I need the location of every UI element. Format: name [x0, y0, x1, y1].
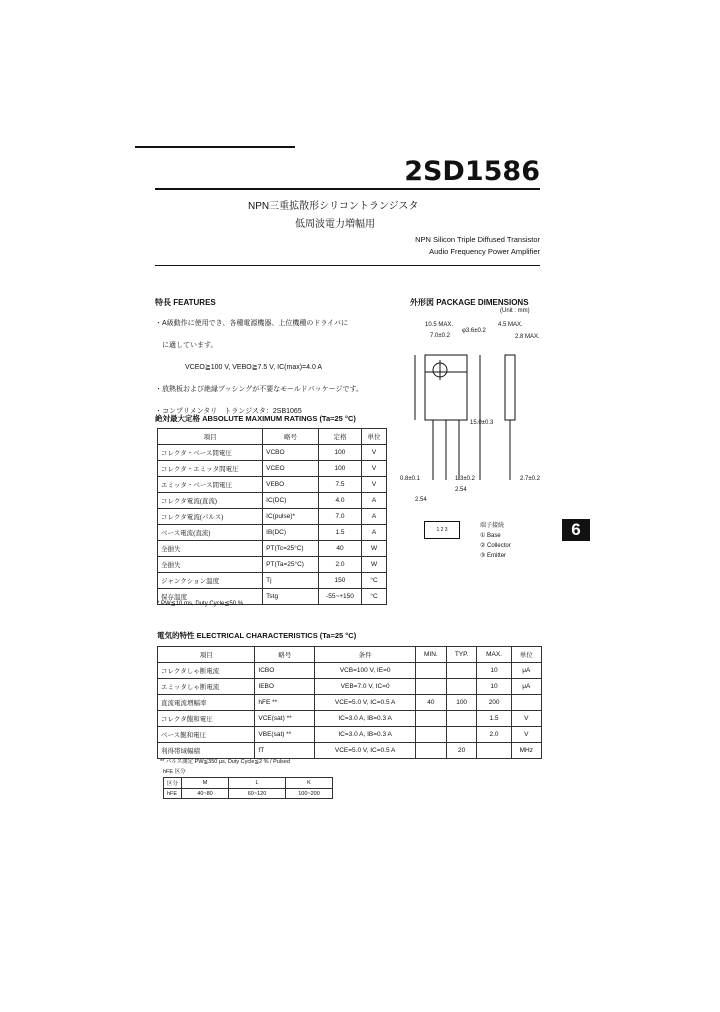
table-row	[158, 477, 387, 493]
table-row	[158, 727, 542, 743]
table-cell: IC=3.0 A, IB=0.3 A	[315, 727, 416, 743]
table-cell: ジャンクション温度	[158, 573, 263, 589]
elec-table	[157, 646, 542, 759]
table-cell: V	[511, 727, 541, 743]
table-cell: V	[511, 711, 541, 727]
table-cell: W	[362, 557, 387, 573]
title-rule	[155, 188, 540, 190]
col-header: 単位	[362, 429, 387, 445]
dim-label: 2.54	[455, 487, 467, 493]
table-cell: VEBO	[263, 477, 319, 493]
table-row	[158, 461, 387, 477]
table-cell: V	[362, 445, 387, 461]
elec-title: 電気的特性 ELECTRICAL CHARACTERISTICS (Ta=25 °C)	[157, 631, 357, 640]
col-header: MIN.	[415, 647, 446, 663]
table-cell	[446, 663, 477, 679]
table-row	[158, 509, 387, 525]
dim-label: 2.54	[415, 497, 427, 503]
table-cell: 200	[477, 695, 511, 711]
table-cell: エミッタ・ベース間電圧	[158, 477, 263, 493]
table-cell: IC(pulse)*	[263, 509, 319, 525]
table-cell: 保存温度	[158, 589, 263, 605]
feature-line: に適しています。	[155, 342, 218, 349]
table-cell: 10	[477, 663, 511, 679]
dim-label: 2.7±0.2	[520, 476, 540, 482]
abs-max-note: * PW≦10 ms, Duty Cycle≦50 %	[157, 601, 244, 607]
col-header: TYP.	[446, 647, 477, 663]
feature-line: ・A級動作に使用でき、各種電源機器、上位機種のドライバに	[155, 320, 349, 327]
table-cell: °C	[362, 573, 387, 589]
package-unit: (Unit : mm)	[500, 308, 530, 314]
table-cell: VCE=5.0 V, IC=0.5 A	[315, 695, 416, 711]
table-row	[158, 573, 387, 589]
table-cell: μA	[511, 679, 541, 695]
jp-subtitle: 低周波電力増幅用	[295, 219, 375, 230]
package-title: 外形図 PACKAGE DIMENSIONS	[410, 298, 529, 307]
dim-label: 4.5 MAX.	[498, 322, 523, 328]
table-row	[158, 525, 387, 541]
table-cell: 100	[318, 461, 361, 477]
rank-cell: 60~120	[229, 789, 286, 799]
top-rule	[135, 146, 295, 148]
table-cell: °C	[362, 589, 387, 605]
feature-line: VCEO≧100 V, VEBO≧7.5 V, IC(max)=4.0 A	[185, 364, 323, 371]
table-cell: Tstg	[263, 589, 319, 605]
table-cell: IB(DC)	[263, 525, 319, 541]
table-cell	[415, 711, 446, 727]
marking-box: 1 2 3	[424, 521, 460, 539]
table-cell: W	[362, 541, 387, 557]
table-cell	[415, 679, 446, 695]
table-cell	[415, 743, 446, 759]
table-cell: IC=3.0 A, IB=0.3 A	[315, 711, 416, 727]
table-cell: 2.0	[318, 557, 361, 573]
table-cell: コレクタ電流(パルス)	[158, 509, 263, 525]
jp-title: NPN三重拡散形シリコントランジスタ	[248, 201, 419, 212]
dim-label: 2.8 MAX.	[515, 334, 540, 340]
pin-item: ③ Emitter	[480, 553, 507, 559]
table-cell	[477, 743, 511, 759]
features-title: 特長 FEATURES	[155, 298, 216, 307]
table-cell: エミッタしゃ断電流	[158, 679, 255, 695]
table-row	[158, 493, 387, 509]
col-header: MAX.	[477, 647, 511, 663]
table-cell: コレクタ・エミッタ間電圧	[158, 461, 263, 477]
table-cell: 150	[318, 573, 361, 589]
rank-title: hFE 区分	[163, 769, 186, 775]
col-header: 単位	[511, 647, 541, 663]
table-cell: 7.5	[318, 477, 361, 493]
table-cell: IEBO	[255, 679, 315, 695]
table-row	[158, 711, 542, 727]
rank-header: M	[182, 778, 229, 789]
table-cell: コレクタ・ベース間電圧	[158, 445, 263, 461]
pin-list	[480, 521, 511, 561]
table-cell: コレクタ電流(直流)	[158, 493, 263, 509]
table-cell: VEB=7.0 V, IC=0	[315, 679, 416, 695]
table-cell	[415, 663, 446, 679]
rank-cell: 100~200	[286, 789, 333, 799]
table-cell: 4.0	[318, 493, 361, 509]
col-header: 定格	[318, 429, 361, 445]
table-row	[158, 445, 387, 461]
table-cell: 10	[477, 679, 511, 695]
table-cell: A	[362, 493, 387, 509]
table-row	[158, 541, 387, 557]
col-header: 条件	[315, 647, 416, 663]
table-cell: fT	[255, 743, 315, 759]
table-cell: 7.0	[318, 509, 361, 525]
dim-label: 7.0±0.2	[430, 333, 450, 339]
en-subtitle: Audio Frequency Power Amplifier	[429, 247, 540, 256]
table-cell: コレクタ飽和電圧	[158, 711, 255, 727]
dim-label: 10.5 MAX.	[425, 322, 454, 328]
table-cell: A	[362, 525, 387, 541]
col-header: 項目	[158, 647, 255, 663]
table-cell: 直流電流増幅率	[158, 695, 255, 711]
table-cell: 1.5	[477, 711, 511, 727]
table-cell: PT(Tc=25°C)	[263, 541, 319, 557]
rank-header: L	[229, 778, 286, 789]
section-tab: 6	[562, 519, 590, 541]
col-header: 略号	[263, 429, 319, 445]
table-cell: VCE=5.0 V, IC=0.5 A	[315, 743, 416, 759]
table-cell	[511, 695, 541, 711]
table-cell: ベース飽和電圧	[158, 727, 255, 743]
rank-cell: 40~80	[182, 789, 229, 799]
pin-item: ① Base	[480, 533, 501, 539]
table-cell: 20	[446, 743, 477, 759]
elec-note: ** パルス測定 PW≦350 μs, Duty Cycle≦2 % / Pulsed	[160, 759, 290, 765]
col-header: 略号	[255, 647, 315, 663]
table-cell: VCE(sat) **	[255, 711, 315, 727]
table-cell: ICBO	[255, 663, 315, 679]
table-cell: 2.0	[477, 727, 511, 743]
pin-item: ② Collector	[480, 543, 511, 549]
table-row	[158, 679, 542, 695]
dim-label: 0.8±0.1	[400, 476, 420, 482]
table-cell: -55~+150	[318, 589, 361, 605]
table-cell: hFE **	[255, 695, 315, 711]
table-cell: VBE(sat) **	[255, 727, 315, 743]
feature-line: ・コンプリメンタリ トランジスタ：2SB1065	[155, 408, 302, 415]
rank-cell: hFE	[164, 789, 182, 799]
dim-label: φ3.6±0.2	[462, 328, 486, 334]
table-cell: MHz	[511, 743, 541, 759]
table-cell: ベース電流(直流)	[158, 525, 263, 541]
table-cell: 利得帯域幅積	[158, 743, 255, 759]
table-cell: A	[362, 509, 387, 525]
table-cell: VCEO	[263, 461, 319, 477]
dim-label: 15.0±0.3	[470, 420, 494, 426]
table-cell: コレクタしゃ断電流	[158, 663, 255, 679]
table-cell: V	[362, 461, 387, 477]
col-header: 項目	[158, 429, 263, 445]
table-cell: 100	[318, 445, 361, 461]
table-cell: 全損失	[158, 557, 263, 573]
table-row	[158, 663, 542, 679]
rank-header: 区分	[164, 778, 182, 789]
table-cell	[415, 727, 446, 743]
table-cell: 40	[318, 541, 361, 557]
table-row	[158, 695, 542, 711]
table-cell: Tj	[263, 573, 319, 589]
table-cell	[446, 727, 477, 743]
rank-header: K	[286, 778, 333, 789]
table-cell: IC(DC)	[263, 493, 319, 509]
table-cell	[446, 679, 477, 695]
abs-max-title: 絶対最大定格 ABSOLUTE MAXIMUM RATINGS (Ta=25 °C)	[155, 414, 356, 423]
features-list	[155, 313, 363, 423]
table-cell: PT(Ta=25°C)	[263, 557, 319, 573]
abs-max-table	[157, 428, 387, 605]
table-cell: 40	[415, 695, 446, 711]
pin-title: 端子接続	[480, 523, 505, 529]
dim-label: 1.3±0.2	[455, 476, 475, 482]
rank-table	[163, 777, 333, 799]
table-cell: 1.5	[318, 525, 361, 541]
table-cell: 全損失	[158, 541, 263, 557]
table-cell: 100	[446, 695, 477, 711]
table-cell	[446, 711, 477, 727]
table-cell: V	[362, 477, 387, 493]
table-row	[158, 557, 387, 573]
table-cell: VCB=100 V, IE=0	[315, 663, 416, 679]
part-number: 2SD1586	[404, 156, 540, 187]
feature-line: ・放熱板および絶縁ブッシングが不要なモールドパッケージです。	[155, 386, 363, 393]
en-title: NPN Silicon Triple Diffused Transistor	[415, 235, 540, 244]
table-cell: VCBO	[263, 445, 319, 461]
header-rule	[155, 265, 540, 266]
table-cell: μA	[511, 663, 541, 679]
